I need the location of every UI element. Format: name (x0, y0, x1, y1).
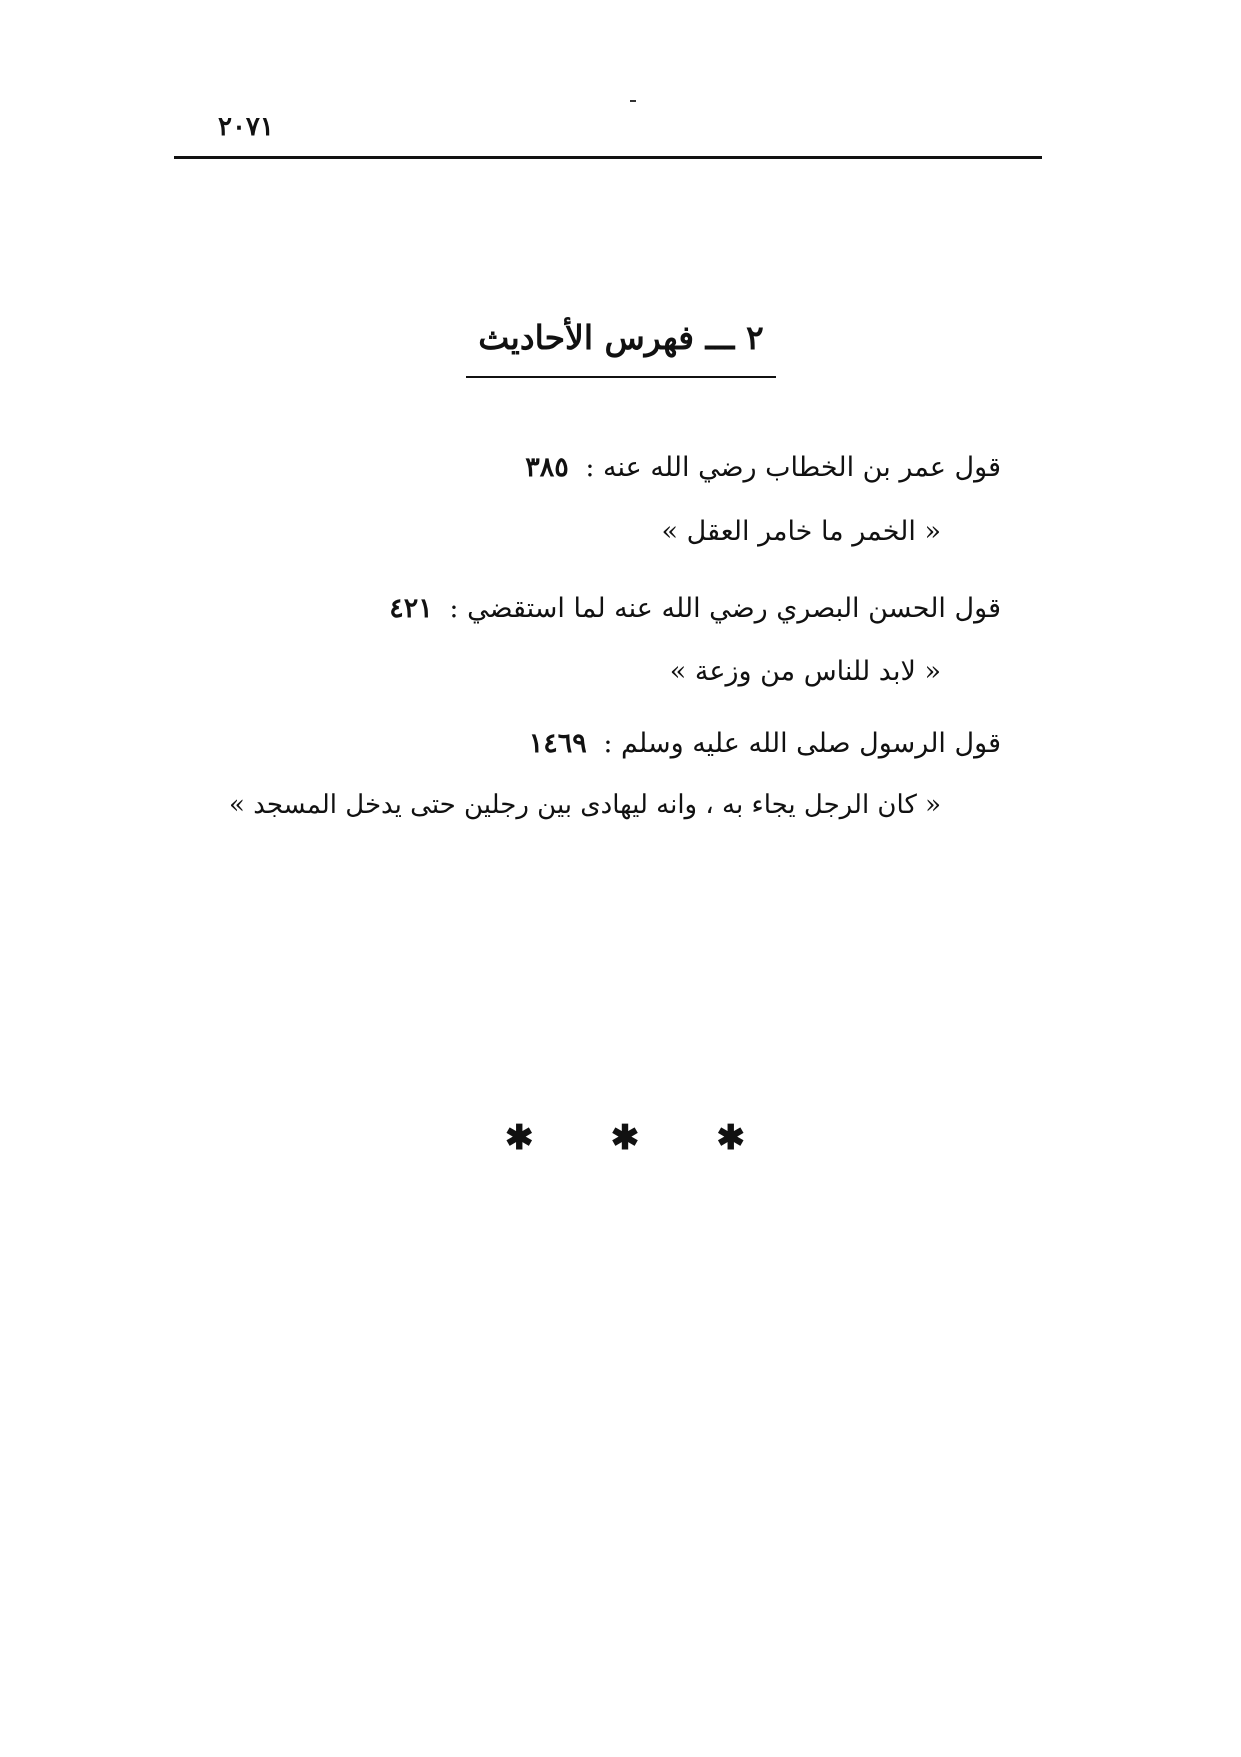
entry-source (529, 728, 1001, 759)
entry-source-text: قول الرسول صلى الله عليه وسلم : (603, 728, 1001, 759)
section-end-stars (505, 1118, 745, 1158)
title-underline (466, 376, 776, 378)
entry-quote: « لابد للناس من وزعة » (669, 656, 941, 687)
entry-quote: « كان الرجل يجاء به ، وانه ليهادى بين رجلين حتى يدخل المسجد » (229, 790, 941, 820)
star-icon: ✱ (716, 1118, 745, 1158)
entry-source-text: قول الحسن البصري رضي الله عنه لما استقضي : (449, 593, 1001, 624)
entry-source-text: قول عمر بن الخطاب رضي الله عنه : (585, 452, 1001, 483)
entry-quote: « الخمر ما خامر العقل » (661, 516, 941, 547)
page-number: ٢٠٧١ (218, 112, 274, 142)
star-icon: ✱ (505, 1118, 534, 1158)
header-rule (174, 156, 1042, 159)
star-icon: ✱ (610, 1118, 640, 1158)
entry-source (389, 593, 1001, 624)
entry-page-ref: ١٤٦٩ (528, 728, 587, 759)
print-speck (630, 100, 636, 102)
section-title: ٢ ـــ فهرس الأحاديث (478, 318, 764, 357)
entry-page-ref: ٣٨٥ (525, 452, 569, 483)
entry-page-ref: ٤٢١ (389, 593, 433, 624)
entry-source (525, 452, 1001, 483)
